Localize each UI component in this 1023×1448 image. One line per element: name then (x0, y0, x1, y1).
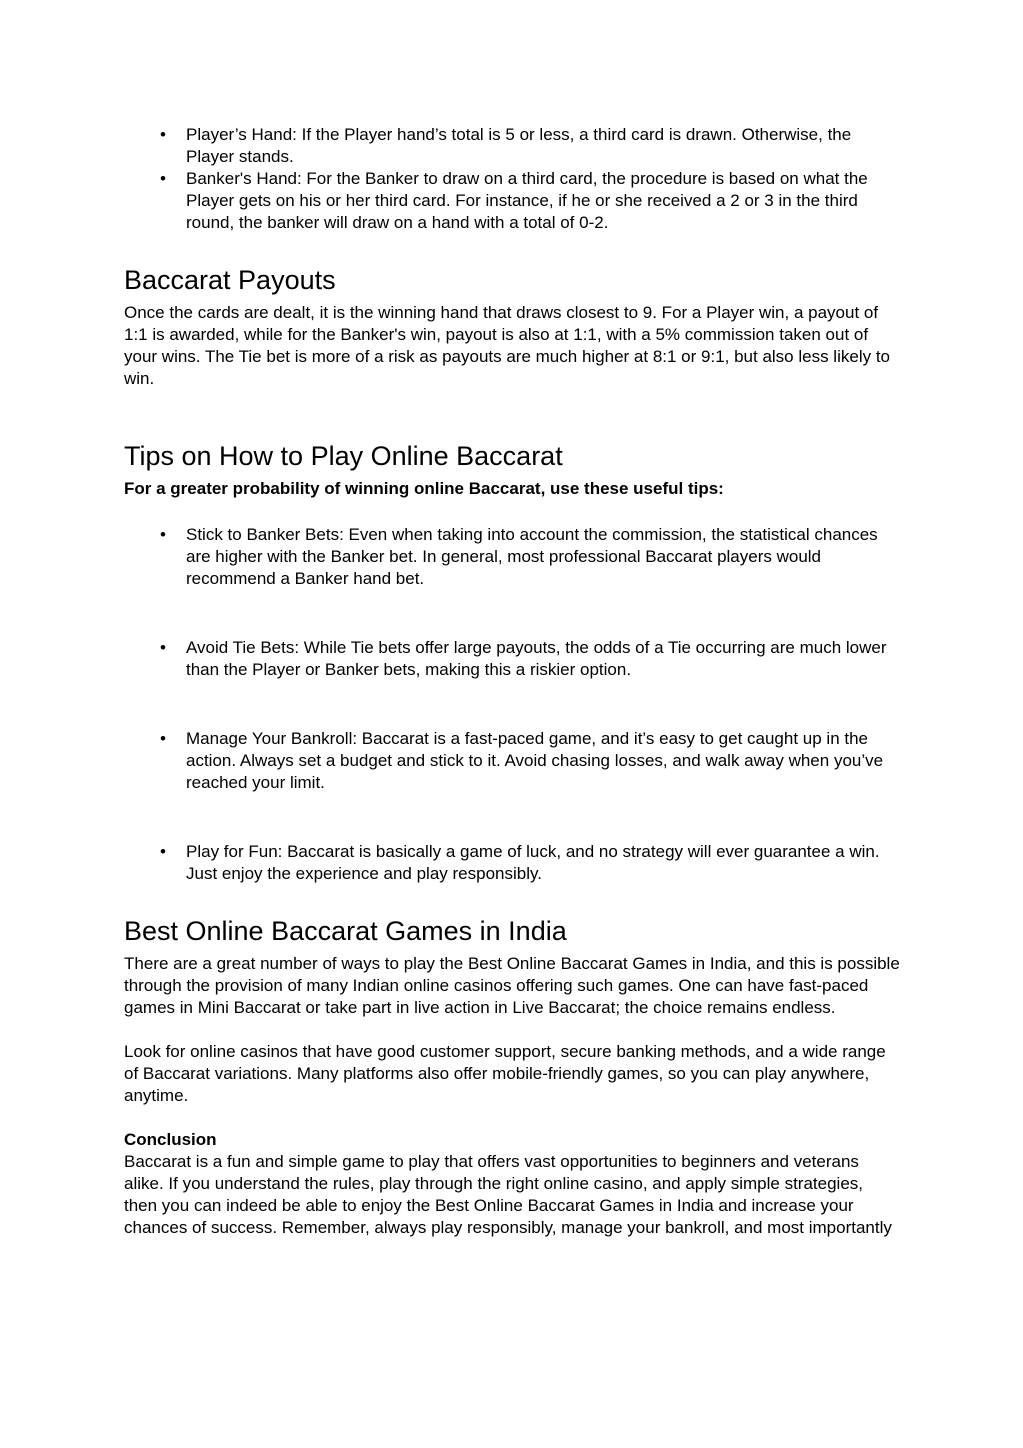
list-item-player-hand (124, 124, 900, 168)
list-item-text: Stick to Banker Bets: Even when taking into account the commission, the statistical chances are higher with the Banker bet. In general, most professional Baccarat players would recommend a Banker hand bet. (186, 525, 878, 588)
best-games-heading: Best Online Baccarat Games in India (124, 916, 567, 946)
list-item-text: Manage Your Bankroll: Baccarat is a fast-paced game, and it’s easy to get caught up in the action. Always set a budget and stick to it. Avoid chasing losses, and walk away when you’ve reached your limit. (186, 729, 884, 792)
list-item-text: Player’s Hand: If the Player hand’s total is 5 or less, a third card is drawn. Otherwise, the Player stands. (186, 125, 852, 166)
list-item-text: Play for Fun: Baccarat is basically a game of luck, and no strategy will ever guarantee a win. Just enjoy the experience and play responsibly. (186, 842, 880, 883)
bullet-icon: • (160, 638, 166, 657)
list-item-avoid-tie (124, 637, 900, 681)
best-games-paragraph-1: There are a great number of ways to play the Best Online Baccarat Games in India, and this is possible through the provision of many Indian online casinos offering such games. One can have fast-paced games in Mini Baccarat or take part in live action in Live Baccarat; the choice remains endless. (124, 954, 900, 1017)
payouts-heading: Baccarat Payouts (124, 265, 336, 295)
list-item-text: Avoid Tie Bets: While Tie bets offer large payouts, the odds of a Tie occurring are much lower than the Player or Banker bets, making this a riskier option. (186, 638, 887, 679)
list-item-text: Banker's Hand: For the Banker to draw on a third card, the procedure is based on what the Player gets on his or her third card. For instance, if he or she received a 2 or 3 in the third round, the banker will draw on a hand with a total of 0-2. (186, 169, 868, 232)
document-page (124, 124, 900, 1239)
tips-heading: Tips on How to Play Online Baccarat (124, 441, 563, 471)
list-item-bankroll (124, 728, 900, 794)
conclusion-paragraph: Baccarat is a fun and simple game to play that offers vast opportunities to beginners and veterans alike. If you understand the rules, play through the right online casino, and apply simple strategies, then you can indeed be able to enjoy the Best Online Baccarat Games in India and increase your chances of success. Remember, always play responsibly, manage your bankroll, and most importantly (124, 1152, 892, 1237)
bullet-icon: • (160, 125, 166, 144)
list-item-banker-hand (124, 168, 900, 234)
bullet-icon: • (160, 169, 166, 188)
bullet-icon: • (160, 525, 166, 544)
bullet-icon: • (160, 729, 166, 748)
list-item-banker-bets (124, 524, 900, 590)
conclusion-heading: Conclusion (124, 1130, 217, 1149)
list-item-play-for-fun (124, 841, 900, 885)
tips-intro: For a greater probability of winning online Baccarat, use these useful tips: (124, 479, 724, 498)
third-card-rules-list (124, 124, 900, 234)
tips-list (124, 524, 900, 885)
best-games-paragraph-2: Look for online casinos that have good customer support, secure banking methods, and a wide range of Baccarat variations. Many platforms also offer mobile-friendly games, so you can play anywhere, anytime. (124, 1042, 886, 1105)
bullet-icon: • (160, 842, 166, 861)
payouts-paragraph: Once the cards are dealt, it is the winning hand that draws closest to 9. For a Player win, a payout of 1:1 is awarded, while for the Banker's win, payout is also at 1:1, with a 5% commission taken out of your wins. The Tie bet is more of a risk as payouts are much higher at 8:1 or 9:1, but also less likely to win. (124, 303, 890, 388)
